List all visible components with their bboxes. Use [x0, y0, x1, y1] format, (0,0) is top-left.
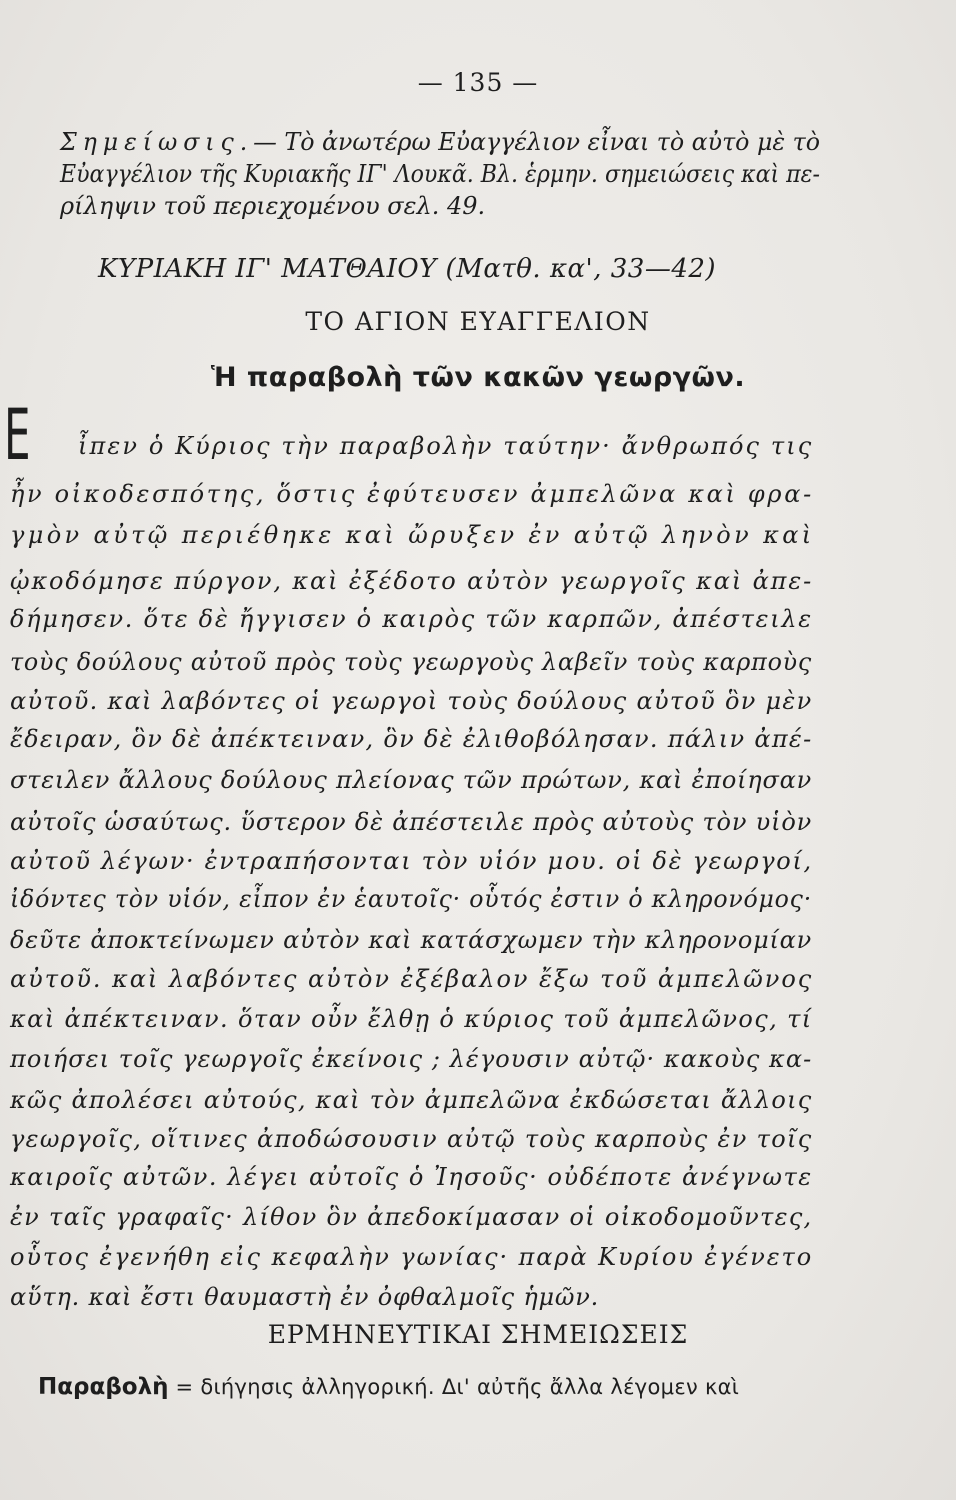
- text-line: γμὸν αὐτῷ περιέθηκε καὶ ὤρυξεν ἐν αὐτῷ ληνὸν καὶ: [10, 521, 815, 549]
- text-line: δήμησεν. ὅτε δὲ ἤγγισεν ὁ καιρὸς τῶν καρπῶν, ἀπέστειλε: [10, 605, 813, 633]
- text-line: αὐτοῦ. καὶ λαβόντες αὐτὸν ἐξέβαλον ἔξω τοῦ ἀμπελῶνος: [10, 965, 814, 993]
- text-line: οὗτος ἐγενήθη εἰς κεφαλὴν γωνίας· παρὰ Κυρίου ἐγένετο: [10, 1243, 814, 1271]
- note-line-1: [60, 126, 820, 158]
- definition-text: = διήγησις ἀλληγορική. Δι' αὐτῆς ἄλλα λέγομεν καὶ: [168, 1375, 740, 1399]
- gospel-heading: ΤΟ ΑΓΙΟΝ ΕΥΑΓΓΕΛΙΟΝ: [305, 307, 651, 336]
- parable-heading: Ἡ παραβολὴ τῶν κακῶν γεωργῶν.: [210, 362, 746, 393]
- text-line: αὕτη. καὶ ἔστι θαυμαστὴ ἐν ὀφθαλμοῖς ἡμῶν.: [10, 1283, 600, 1311]
- note-line-2: Εὐαγγέλιον τῆς Κυριακῆς ΙΓ' Λουκᾶ. Βλ. ἑρμην. σημειώσεις καὶ πε-: [60, 160, 820, 188]
- text-line: κῶς ἀπολέσει αὐτούς, καὶ τὸν ἀμπελῶνα ἐκδώσεται ἄλλοις: [10, 1086, 813, 1114]
- sunday-heading: ΚΥΡΙΑΚΗ ΙΓ' ΜΑΤΘΑΙΟΥ (Ματθ. κα', 33—42): [98, 254, 717, 284]
- text-line: ἦν οἰκοδεσπότης, ὅστις ἐφύτευσεν ἀμπελῶνα καὶ φρα-: [10, 480, 814, 508]
- note-label: Σημείωσις.: [60, 128, 254, 156]
- text-line: τοὺς δούλους αὐτοῦ πρὸς τοὺς γεωργοὺς λαβεῖν τοὺς καρποὺς: [10, 648, 812, 676]
- text-line: δεῦτε ἀποκτείνωμεν αὐτὸν καὶ κατάσχωμεν τὴν κληρονομίαν: [10, 926, 812, 954]
- text-line: ᾠκοδόμησε πύργον, καὶ ἐξέδοτο αὐτὸν γεωργοῖς καὶ ἀπε-: [10, 567, 814, 595]
- text-line: καιροῖς αὐτῶν. λέγει αὐτοῖς ὁ Ἰησοῦς· οὐδέποτε ἀνέγνωτε: [10, 1163, 813, 1191]
- text-line: αὐτοῦ. καὶ λαβόντες οἱ γεωργοὶ τοὺς δούλους αὐτοῦ ὃν μὲν: [10, 687, 813, 715]
- note-line-3: ρίληψιν τοῦ περιεχομένου σελ. 49.: [60, 192, 486, 220]
- page-number: — 135 —: [417, 68, 539, 97]
- text-line: καὶ ἀπέκτειναν. ὅταν οὖν ἔλθῃ ὁ κύριος τοῦ ἀμπελῶνος, τί: [10, 1005, 813, 1033]
- text-line: αὐτοῦ λέγων· ἐντραπήσονται τὸν υἱόν μου. οἱ δὲ γεωργοί,: [10, 847, 813, 875]
- text-line: ἔδειραν, ὃν δὲ ἀπέκτειναν, ὃν δὲ ἐλιθοβόλησαν. πάλιν ἀπέ-: [10, 725, 813, 753]
- notes-heading: ΕΡΜΗΝΕΥΤΙΚΑΙ ΣΗΜΕΙΩΣΕΙΣ: [267, 1320, 689, 1349]
- text-line: γεωργοῖς, οἵτινες ἀποδώσουσιν αὐτῷ τοὺς καρποὺς ἐν τοῖς: [10, 1125, 813, 1153]
- text-line: αὐτοῖς ὡσαύτως. ὕστερον δὲ ἀπέστειλε πρὸς αὐτοὺς τὸν υἱὸν: [10, 808, 813, 836]
- text-line: ἐν ταῖς γραφαῖς· λίθον ὃν ἀπεδοκίμασαν οἱ οἰκοδομοῦντες,: [10, 1203, 813, 1231]
- text-line: ἶπεν ὁ Κύριος τὴν παραβολὴν ταύτην· ἄνθρωπός τις: [78, 432, 814, 460]
- drop-cap: Ε: [4, 394, 31, 476]
- definition-line: [38, 1374, 739, 1400]
- definition-term: Παραβολὴ: [38, 1374, 169, 1400]
- text-line: ποιήσει τοῖς γεωργοῖς ἐκείνοις ; λέγουσιν αὐτῷ· κακοὺς κα-: [10, 1045, 813, 1073]
- note-text-1: — Τὸ ἀνωτέρω Εὐαγγέλιον εἶναι τὸ αὐτὸ μὲ τὸ: [253, 128, 820, 156]
- text-line: στειλεν ἄλλους δούλους πλείονας τῶν πρώτων, καὶ ἐποίησαν: [10, 766, 812, 794]
- text-line: ἰδόντες τὸν υἱόν, εἶπον ἐν ἑαυτοῖς· οὗτός ἐστιν ὁ κληρονόμος·: [10, 885, 812, 913]
